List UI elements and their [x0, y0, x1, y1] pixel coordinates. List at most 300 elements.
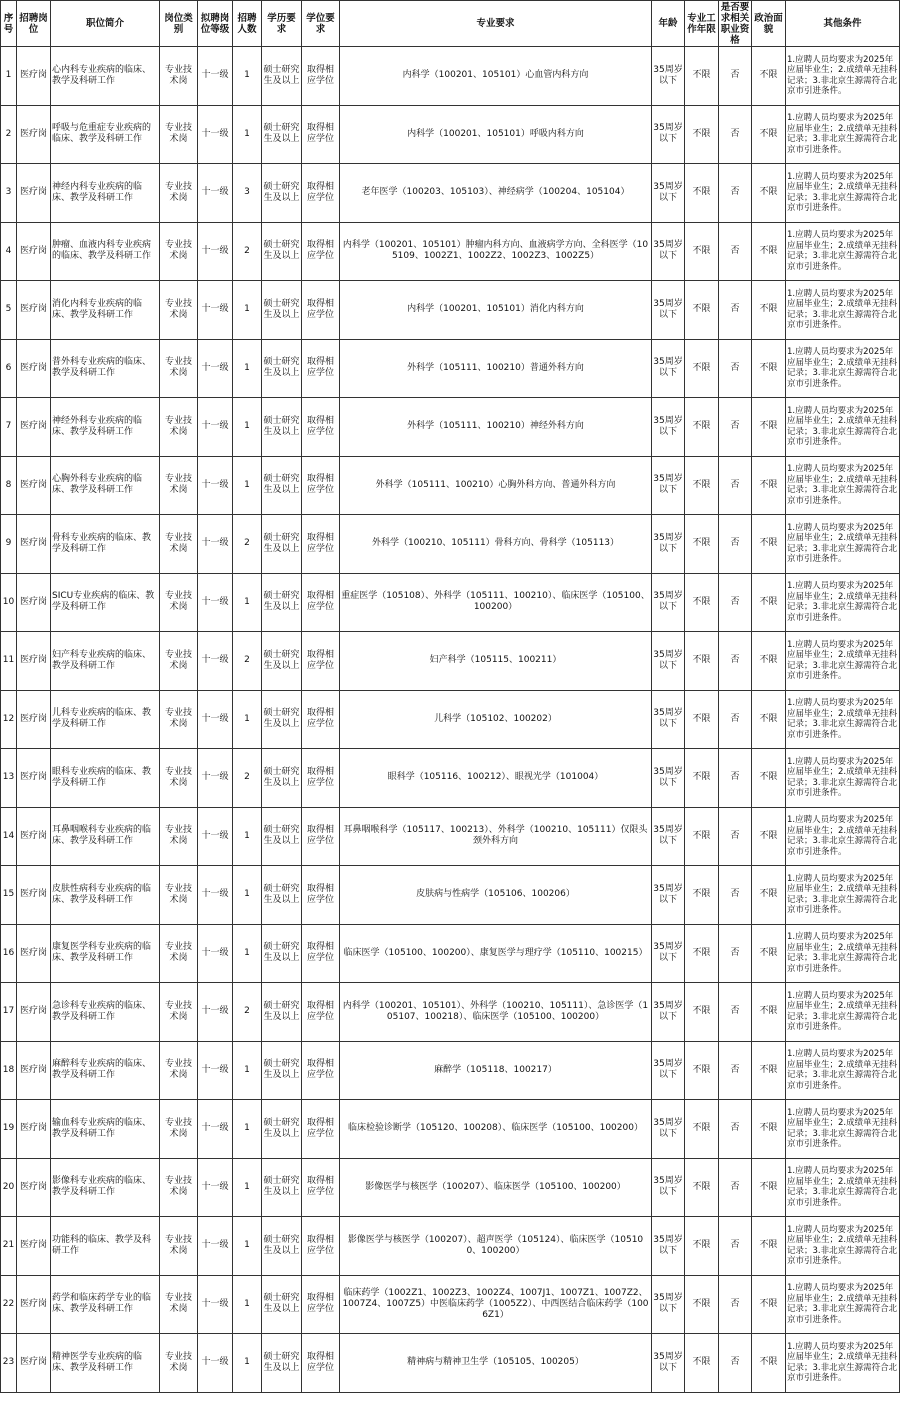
cell-seq: 4: [1, 222, 17, 281]
cell-post: 医疗岗: [17, 866, 51, 925]
cell-category: 专业技术岗: [160, 1217, 198, 1276]
table-row: [1, 164, 900, 223]
cell-major: 妇产科学（105115、100211）: [340, 632, 652, 691]
cell-politics: 不限: [752, 866, 786, 925]
cell-years: 不限: [685, 281, 719, 340]
table-row: [1, 573, 900, 632]
cell-category: 专业技术岗: [160, 281, 198, 340]
cell-other: 1.应聘人员均要求为2025年应届毕业生；2.成绩单无挂科记录；3.非北京生源需符合北京市引进条件。: [786, 515, 900, 574]
cell-major: 影像医学与核医学（100207）、超声医学（105124）、临床医学（105100、100200）: [340, 1217, 652, 1276]
cell-post: 医疗岗: [17, 1217, 51, 1276]
cell-seq: 20: [1, 1158, 17, 1217]
cell-intro: 精神医学专业疾病的临床、教学及科研工作: [51, 1334, 160, 1393]
cell-years: 不限: [685, 515, 719, 574]
cell-seq: 19: [1, 1100, 17, 1159]
cell-seq: 15: [1, 866, 17, 925]
cell-count: 1: [233, 1334, 262, 1393]
cell-edu: 硕士研究生及以上: [262, 398, 302, 457]
cell-major: 外科学（100210、105111）骨科方向、骨科学（105113）: [340, 515, 652, 574]
cell-major: 眼科学（105116、100212）、眼视光学（101004）: [340, 749, 652, 808]
cell-degree: 取得相应学位: [302, 398, 340, 457]
cell-cert: 否: [719, 983, 752, 1042]
cell-other: 1.应聘人员均要求为2025年应届毕业生；2.成绩单无挂科记录；3.非北京生源需符合北京市引进条件。: [786, 1334, 900, 1393]
cell-major: 内科学（100201、105101）消化内科方向: [340, 281, 652, 340]
cell-age: 35周岁以下: [652, 1217, 685, 1276]
cell-years: 不限: [685, 632, 719, 691]
table-row: [1, 47, 900, 106]
cell-cert: 否: [719, 105, 752, 164]
cell-post: 医疗岗: [17, 1334, 51, 1393]
header-years: 专业工作年限: [685, 1, 719, 47]
cell-category: 专业技术岗: [160, 749, 198, 808]
cell-politics: 不限: [752, 1217, 786, 1276]
cell-politics: 不限: [752, 573, 786, 632]
cell-post: 医疗岗: [17, 632, 51, 691]
cell-politics: 不限: [752, 1334, 786, 1393]
cell-seq: 6: [1, 339, 17, 398]
cell-edu: 硕士研究生及以上: [262, 573, 302, 632]
header-post: 招聘岗位: [17, 1, 51, 47]
cell-degree: 取得相应学位: [302, 924, 340, 983]
cell-cert: 否: [719, 1158, 752, 1217]
cell-age: 35周岁以下: [652, 398, 685, 457]
cell-seq: 16: [1, 924, 17, 983]
cell-intro: 儿科专业疾病的临床、教学及科研工作: [51, 690, 160, 749]
cell-major: 儿科学（105102、100202）: [340, 690, 652, 749]
table-row: [1, 632, 900, 691]
cell-degree: 取得相应学位: [302, 1217, 340, 1276]
cell-edu: 硕士研究生及以上: [262, 807, 302, 866]
cell-age: 35周岁以下: [652, 281, 685, 340]
cell-count: 1: [233, 866, 262, 925]
table-row: [1, 105, 900, 164]
cell-other: 1.应聘人员均要求为2025年应届毕业生；2.成绩单无挂科记录；3.非北京生源需符合北京市引进条件。: [786, 632, 900, 691]
cell-cert: 否: [719, 398, 752, 457]
table-row: [1, 398, 900, 457]
cell-years: 不限: [685, 398, 719, 457]
cell-cert: 否: [719, 222, 752, 281]
cell-politics: 不限: [752, 339, 786, 398]
cell-level: 十一级: [198, 281, 233, 340]
header-major: 专业要求: [340, 1, 652, 47]
cell-cert: 否: [719, 1275, 752, 1334]
cell-degree: 取得相应学位: [302, 573, 340, 632]
cell-cert: 否: [719, 456, 752, 515]
cell-major: 重症医学（105108）、外科学（105111、100210）、临床医学（105100、100200）: [340, 573, 652, 632]
cell-edu: 硕士研究生及以上: [262, 105, 302, 164]
cell-cert: 否: [719, 1100, 752, 1159]
cell-major: 精神病与精神卫生学（105105、100205）: [340, 1334, 652, 1393]
cell-post: 医疗岗: [17, 924, 51, 983]
cell-seq: 17: [1, 983, 17, 1042]
cell-years: 不限: [685, 924, 719, 983]
cell-level: 十一级: [198, 807, 233, 866]
cell-seq: 5: [1, 281, 17, 340]
header-politics: 政治面貌: [752, 1, 786, 47]
cell-cert: 否: [719, 339, 752, 398]
cell-edu: 硕士研究生及以上: [262, 983, 302, 1042]
cell-edu: 硕士研究生及以上: [262, 1158, 302, 1217]
cell-category: 专业技术岗: [160, 690, 198, 749]
cell-count: 3: [233, 164, 262, 223]
cell-count: 1: [233, 1041, 262, 1100]
cell-age: 35周岁以下: [652, 47, 685, 106]
cell-other: 1.应聘人员均要求为2025年应届毕业生；2.成绩单无挂科记录；3.非北京生源需符合北京市引进条件。: [786, 1100, 900, 1159]
cell-post: 医疗岗: [17, 515, 51, 574]
cell-years: 不限: [685, 1334, 719, 1393]
cell-level: 十一级: [198, 1158, 233, 1217]
cell-degree: 取得相应学位: [302, 456, 340, 515]
cell-other: 1.应聘人员均要求为2025年应届毕业生；2.成绩单无挂科记录；3.非北京生源需符合北京市引进条件。: [786, 164, 900, 223]
cell-count: 2: [233, 632, 262, 691]
cell-level: 十一级: [198, 1275, 233, 1334]
cell-degree: 取得相应学位: [302, 105, 340, 164]
cell-intro: 肿瘤、血液内科专业疾病的临床、教学及科研工作: [51, 222, 160, 281]
cell-major: 内科学（100201、105101）肿瘤内科方向、血液病学方向、全科医学（105109、1002Z1、1002Z2、1002Z3、1002Z5）: [340, 222, 652, 281]
cell-degree: 取得相应学位: [302, 749, 340, 808]
cell-major: 皮肤病与性病学（105106、100206）: [340, 866, 652, 925]
cell-level: 十一级: [198, 924, 233, 983]
cell-age: 35周岁以下: [652, 690, 685, 749]
cell-level: 十一级: [198, 632, 233, 691]
cell-age: 35周岁以下: [652, 1100, 685, 1159]
cell-other: 1.应聘人员均要求为2025年应届毕业生；2.成绩单无挂科记录；3.非北京生源需符合北京市引进条件。: [786, 1041, 900, 1100]
cell-other: 1.应聘人员均要求为2025年应届毕业生；2.成绩单无挂科记录；3.非北京生源需符合北京市引进条件。: [786, 983, 900, 1042]
cell-edu: 硕士研究生及以上: [262, 1041, 302, 1100]
cell-category: 专业技术岗: [160, 1275, 198, 1334]
cell-post: 医疗岗: [17, 749, 51, 808]
cell-count: 1: [233, 1275, 262, 1334]
cell-major: 内科学（100201、105101）心血管内科方向: [340, 47, 652, 106]
cell-years: 不限: [685, 1217, 719, 1276]
cell-major: 老年医学（100203、105103）、神经病学（100204、105104）: [340, 164, 652, 223]
cell-age: 35周岁以下: [652, 1334, 685, 1393]
cell-age: 35周岁以下: [652, 515, 685, 574]
cell-degree: 取得相应学位: [302, 983, 340, 1042]
cell-degree: 取得相应学位: [302, 222, 340, 281]
cell-age: 35周岁以下: [652, 164, 685, 223]
cell-category: 专业技术岗: [160, 807, 198, 866]
cell-politics: 不限: [752, 515, 786, 574]
cell-years: 不限: [685, 983, 719, 1042]
cell-degree: 取得相应学位: [302, 339, 340, 398]
cell-category: 专业技术岗: [160, 1100, 198, 1159]
cell-post: 医疗岗: [17, 456, 51, 515]
cell-edu: 硕士研究生及以上: [262, 749, 302, 808]
cell-post: 医疗岗: [17, 222, 51, 281]
header-age: 年龄: [652, 1, 685, 47]
cell-intro: 心胸外科专业疾病的临床、教学及科研工作: [51, 456, 160, 515]
cell-post: 医疗岗: [17, 398, 51, 457]
cell-count: 1: [233, 105, 262, 164]
cell-cert: 否: [719, 47, 752, 106]
cell-category: 专业技术岗: [160, 866, 198, 925]
cell-cert: 否: [719, 924, 752, 983]
cell-other: 1.应聘人员均要求为2025年应届毕业生；2.成绩单无挂科记录；3.非北京生源需符合北京市引进条件。: [786, 281, 900, 340]
cell-seq: 13: [1, 749, 17, 808]
cell-other: 1.应聘人员均要求为2025年应届毕业生；2.成绩单无挂科记录；3.非北京生源需符合北京市引进条件。: [786, 573, 900, 632]
cell-category: 专业技术岗: [160, 983, 198, 1042]
cell-level: 十一级: [198, 164, 233, 223]
cell-category: 专业技术岗: [160, 222, 198, 281]
cell-cert: 否: [719, 807, 752, 866]
cell-politics: 不限: [752, 983, 786, 1042]
header-edu: 学历要求: [262, 1, 302, 47]
cell-major: 外科学（105111、100210）心胸外科方向、普通外科方向: [340, 456, 652, 515]
table-row: [1, 983, 900, 1042]
cell-major: 影像医学与核医学（100207）、临床医学（105100、100200）: [340, 1158, 652, 1217]
cell-seq: 8: [1, 456, 17, 515]
table-row: [1, 456, 900, 515]
cell-seq: 18: [1, 1041, 17, 1100]
cell-edu: 硕士研究生及以上: [262, 690, 302, 749]
cell-degree: 取得相应学位: [302, 1041, 340, 1100]
cell-category: 专业技术岗: [160, 398, 198, 457]
cell-major: 临床药学（1002Z1、1002Z3、1002Z4、1007J1、1007Z1、1007Z2、1007Z4、1007Z5）中医临床药学（1005Z2）、中西医结合临床药学（1006Z1）: [340, 1275, 652, 1334]
table-row: [1, 1275, 900, 1334]
header-intro: 职位简介: [51, 1, 160, 47]
header-count: 招聘人数: [233, 1, 262, 47]
cell-intro: 药学和临床药学专业的临床、教学及科研工作: [51, 1275, 160, 1334]
cell-category: 专业技术岗: [160, 1041, 198, 1100]
cell-edu: 硕士研究生及以上: [262, 456, 302, 515]
cell-other: 1.应聘人员均要求为2025年应届毕业生；2.成绩单无挂科记录；3.非北京生源需符合北京市引进条件。: [786, 222, 900, 281]
table-body: [1, 47, 900, 1393]
cell-level: 十一级: [198, 749, 233, 808]
cell-intro: 消化内科专业疾病的临床、教学及科研工作: [51, 281, 160, 340]
cell-post: 医疗岗: [17, 690, 51, 749]
cell-other: 1.应聘人员均要求为2025年应届毕业生；2.成绩单无挂科记录；3.非北京生源需符合北京市引进条件。: [786, 690, 900, 749]
cell-age: 35周岁以下: [652, 866, 685, 925]
header-category: 岗位类别: [160, 1, 198, 47]
header-degree: 学位要求: [302, 1, 340, 47]
header-row: [1, 1, 900, 47]
cell-major: 临床检验诊断学（105120、100208）、临床医学（105100、100200）: [340, 1100, 652, 1159]
cell-degree: 取得相应学位: [302, 690, 340, 749]
header-seq: 序号: [1, 1, 17, 47]
cell-politics: 不限: [752, 47, 786, 106]
cell-major: 外科学（105111、100210）神经外科方向: [340, 398, 652, 457]
cell-post: 医疗岗: [17, 164, 51, 223]
cell-edu: 硕士研究生及以上: [262, 281, 302, 340]
cell-other: 1.应聘人员均要求为2025年应届毕业生；2.成绩单无挂科记录；3.非北京生源需符合北京市引进条件。: [786, 1217, 900, 1276]
cell-seq: 3: [1, 164, 17, 223]
cell-intro: 康复医学科专业疾病的临床、教学及科研工作: [51, 924, 160, 983]
cell-level: 十一级: [198, 456, 233, 515]
cell-category: 专业技术岗: [160, 164, 198, 223]
cell-intro: 心内科专业疾病的临床、教学及科研工作: [51, 47, 160, 106]
table-row: [1, 281, 900, 340]
cell-post: 医疗岗: [17, 1100, 51, 1159]
cell-level: 十一级: [198, 573, 233, 632]
cell-intro: 妇产科专业疾病的临床、教学及科研工作: [51, 632, 160, 691]
cell-level: 十一级: [198, 1041, 233, 1100]
cell-politics: 不限: [752, 105, 786, 164]
cell-degree: 取得相应学位: [302, 515, 340, 574]
cell-other: 1.应聘人员均要求为2025年应届毕业生；2.成绩单无挂科记录；3.非北京生源需符合北京市引进条件。: [786, 807, 900, 866]
cell-degree: 取得相应学位: [302, 866, 340, 925]
cell-politics: 不限: [752, 807, 786, 866]
cell-edu: 硕士研究生及以上: [262, 1334, 302, 1393]
cell-degree: 取得相应学位: [302, 281, 340, 340]
table-row: [1, 1217, 900, 1276]
cell-category: 专业技术岗: [160, 632, 198, 691]
cell-category: 专业技术岗: [160, 47, 198, 106]
cell-count: 1: [233, 47, 262, 106]
cell-other: 1.应聘人员均要求为2025年应届毕业生；2.成绩单无挂科记录；3.非北京生源需符合北京市引进条件。: [786, 1158, 900, 1217]
cell-count: 1: [233, 1217, 262, 1276]
table-row: [1, 1158, 900, 1217]
cell-years: 不限: [685, 1158, 719, 1217]
cell-other: 1.应聘人员均要求为2025年应届毕业生；2.成绩单无挂科记录；3.非北京生源需符合北京市引进条件。: [786, 1275, 900, 1334]
cell-politics: 不限: [752, 1100, 786, 1159]
cell-edu: 硕士研究生及以上: [262, 924, 302, 983]
cell-degree: 取得相应学位: [302, 47, 340, 106]
cell-edu: 硕士研究生及以上: [262, 632, 302, 691]
cell-edu: 硕士研究生及以上: [262, 164, 302, 223]
table-row: [1, 1334, 900, 1393]
cell-years: 不限: [685, 222, 719, 281]
table-row: [1, 807, 900, 866]
cell-age: 35周岁以下: [652, 339, 685, 398]
cell-level: 十一级: [198, 222, 233, 281]
cell-post: 医疗岗: [17, 105, 51, 164]
cell-seq: 12: [1, 690, 17, 749]
cell-count: 1: [233, 398, 262, 457]
cell-major: 内科学（100201、105101）、外科学（100210、105111）、急诊医学（105107、100218）、临床医学（105100、100200）: [340, 983, 652, 1042]
cell-age: 35周岁以下: [652, 573, 685, 632]
cell-years: 不限: [685, 456, 719, 515]
table-row: [1, 515, 900, 574]
cell-count: 1: [233, 807, 262, 866]
cell-years: 不限: [685, 749, 719, 808]
cell-politics: 不限: [752, 749, 786, 808]
cell-cert: 否: [719, 749, 752, 808]
header-cert: 是否要求相关职业资格: [719, 1, 752, 47]
cell-intro: SICU专业疾病的临床、教学及科研工作: [51, 573, 160, 632]
cell-other: 1.应聘人员均要求为2025年应届毕业生；2.成绩单无挂科记录；3.非北京生源需符合北京市引进条件。: [786, 47, 900, 106]
cell-seq: 9: [1, 515, 17, 574]
cell-post: 医疗岗: [17, 339, 51, 398]
cell-major: 外科学（105111、100210）普通外科方向: [340, 339, 652, 398]
cell-count: 1: [233, 339, 262, 398]
cell-intro: 输血科专业疾病的临床、教学及科研工作: [51, 1100, 160, 1159]
cell-category: 专业技术岗: [160, 515, 198, 574]
cell-years: 不限: [685, 47, 719, 106]
cell-category: 专业技术岗: [160, 924, 198, 983]
cell-post: 医疗岗: [17, 573, 51, 632]
table-row: [1, 749, 900, 808]
cell-years: 不限: [685, 807, 719, 866]
cell-post: 医疗岗: [17, 807, 51, 866]
cell-seq: 22: [1, 1275, 17, 1334]
cell-politics: 不限: [752, 281, 786, 340]
cell-count: 1: [233, 456, 262, 515]
cell-degree: 取得相应学位: [302, 164, 340, 223]
cell-major: 内科学（100201、105101）呼吸内科方向: [340, 105, 652, 164]
cell-intro: 麻醉科专业疾病的临床、教学及科研工作: [51, 1041, 160, 1100]
cell-seq: 21: [1, 1217, 17, 1276]
cell-age: 35周岁以下: [652, 1158, 685, 1217]
cell-cert: 否: [719, 164, 752, 223]
cell-seq: 11: [1, 632, 17, 691]
cell-intro: 皮肤性病科专业疾病的临床、教学及科研工作: [51, 866, 160, 925]
cell-count: 2: [233, 222, 262, 281]
cell-major: 临床医学（105100、100200）、康复医学与理疗学（105110、100215）: [340, 924, 652, 983]
cell-age: 35周岁以下: [652, 983, 685, 1042]
cell-cert: 否: [719, 515, 752, 574]
cell-years: 不限: [685, 1100, 719, 1159]
cell-years: 不限: [685, 690, 719, 749]
cell-seq: 7: [1, 398, 17, 457]
cell-degree: 取得相应学位: [302, 1334, 340, 1393]
cell-post: 医疗岗: [17, 47, 51, 106]
cell-count: 1: [233, 1158, 262, 1217]
table-row: [1, 339, 900, 398]
cell-politics: 不限: [752, 1158, 786, 1217]
cell-cert: 否: [719, 690, 752, 749]
cell-intro: 影像科专业疾病的临床、教学及科研工作: [51, 1158, 160, 1217]
cell-age: 35周岁以下: [652, 1275, 685, 1334]
cell-degree: 取得相应学位: [302, 807, 340, 866]
cell-count: 1: [233, 690, 262, 749]
cell-intro: 功能科的临床、教学及科研工作: [51, 1217, 160, 1276]
table-row: [1, 866, 900, 925]
cell-politics: 不限: [752, 1041, 786, 1100]
cell-intro: 急诊科专业疾病的临床、教学及科研工作: [51, 983, 160, 1042]
cell-edu: 硕士研究生及以上: [262, 515, 302, 574]
cell-cert: 否: [719, 632, 752, 691]
cell-level: 十一级: [198, 105, 233, 164]
cell-count: 1: [233, 281, 262, 340]
cell-level: 十一级: [198, 398, 233, 457]
cell-age: 35周岁以下: [652, 749, 685, 808]
cell-category: 专业技术岗: [160, 1334, 198, 1393]
cell-category: 专业技术岗: [160, 573, 198, 632]
cell-seq: 2: [1, 105, 17, 164]
cell-edu: 硕士研究生及以上: [262, 1100, 302, 1159]
cell-politics: 不限: [752, 632, 786, 691]
cell-intro: 呼吸与危重症专业疾病的临床、教学及科研工作: [51, 105, 160, 164]
header-other: 其他条件: [786, 1, 900, 47]
cell-intro: 神经内科专业疾病的临床、教学及科研工作: [51, 164, 160, 223]
cell-degree: 取得相应学位: [302, 1158, 340, 1217]
cell-age: 35周岁以下: [652, 456, 685, 515]
table-row: [1, 1100, 900, 1159]
cell-age: 35周岁以下: [652, 1041, 685, 1100]
cell-category: 专业技术岗: [160, 456, 198, 515]
cell-seq: 10: [1, 573, 17, 632]
cell-count: 2: [233, 749, 262, 808]
cell-post: 医疗岗: [17, 983, 51, 1042]
table-row: [1, 222, 900, 281]
cell-politics: 不限: [752, 690, 786, 749]
cell-intro: 眼科专业疾病的临床、教学及科研工作: [51, 749, 160, 808]
cell-post: 医疗岗: [17, 281, 51, 340]
cell-post: 医疗岗: [17, 1275, 51, 1334]
cell-seq: 1: [1, 47, 17, 106]
cell-level: 十一级: [198, 1334, 233, 1393]
cell-count: 2: [233, 515, 262, 574]
cell-edu: 硕士研究生及以上: [262, 1275, 302, 1334]
cell-category: 专业技术岗: [160, 1158, 198, 1217]
cell-degree: 取得相应学位: [302, 632, 340, 691]
cell-other: 1.应聘人员均要求为2025年应届毕业生；2.成绩单无挂科记录；3.非北京生源需符合北京市引进条件。: [786, 924, 900, 983]
cell-count: 1: [233, 1100, 262, 1159]
cell-count: 2: [233, 983, 262, 1042]
cell-edu: 硕士研究生及以上: [262, 339, 302, 398]
cell-cert: 否: [719, 866, 752, 925]
